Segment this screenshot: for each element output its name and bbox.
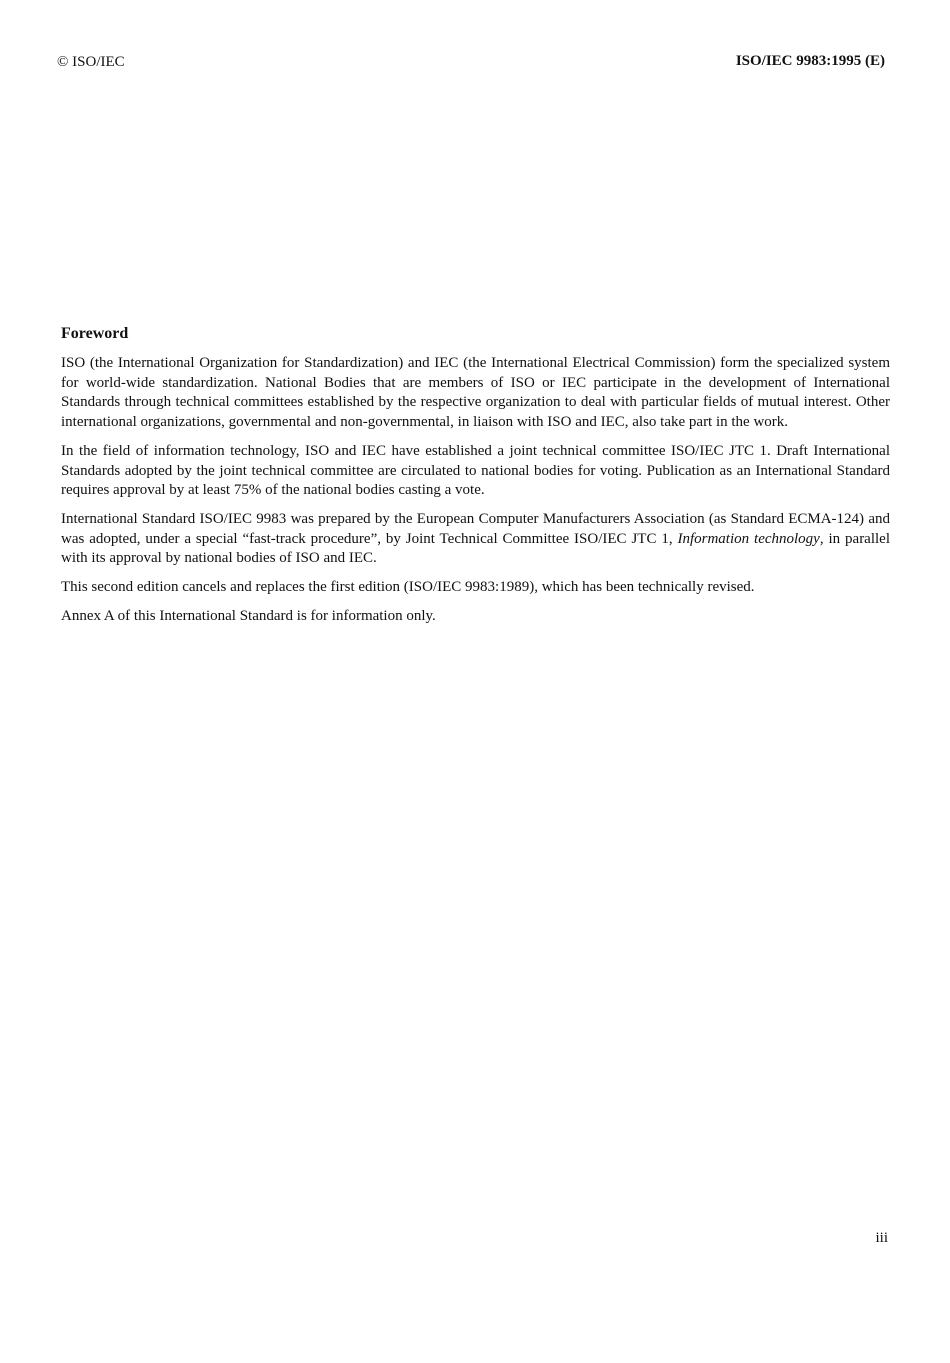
page-number: iii [875,1230,888,1246]
foreword-paragraph-3-text-start: International Standard ISO/IEC 9983 was prepared by the European Computer Manufacturers Association (as Standard ECMA-124) and was adopted, under a special “fast-track procedure”, by Joint Technical Committee ISO/IEC JTC 1, [61,510,890,547]
foreword-section [61,324,890,635]
foreword-paragraph-3-italic: Information technology [677,530,820,547]
foreword-paragraph-2: In the field of information technology, ISO and IEC have established a joint technical committee ISO/IEC JTC 1. Draft International Standards adopted by the joint technical committee are circulated to national bodies for voting. Publication as an International Standard requires approval by at least 75% of the national bodies casting a vote. [61,442,890,499]
header-copyright: © ISO/IEC [57,54,125,70]
foreword-paragraph-5: Annex A of this International Standard is for information only. [61,607,436,624]
foreword-heading: Foreword [61,325,129,342]
foreword-paragraph-3 [61,510,890,569]
foreword-paragraph-4: This second edition cancels and replaces the first edition (ISO/IEC 9983:1989), which has been technically revised. [61,579,755,596]
foreword-paragraph-1: ISO (the International Organization for Standardization) and IEC (the International Electrical Commission) form the specialized system for world-wide standardization. National Bodies that are members of ISO or IEC participate in the development of International Standards through technical committees established by the respective organization to deal with particular fields of mutual interest. Other international organizations, governmental and non-governmental, in liaison with ISO and IEC, also take part in the work. [61,355,890,431]
foreword-paragraph-3-text-end: , in parallel with its approval by national bodies of ISO and IEC. [61,530,891,567]
header-standard-number: ISO/IEC 9983:1995 (E) [735,53,885,69]
